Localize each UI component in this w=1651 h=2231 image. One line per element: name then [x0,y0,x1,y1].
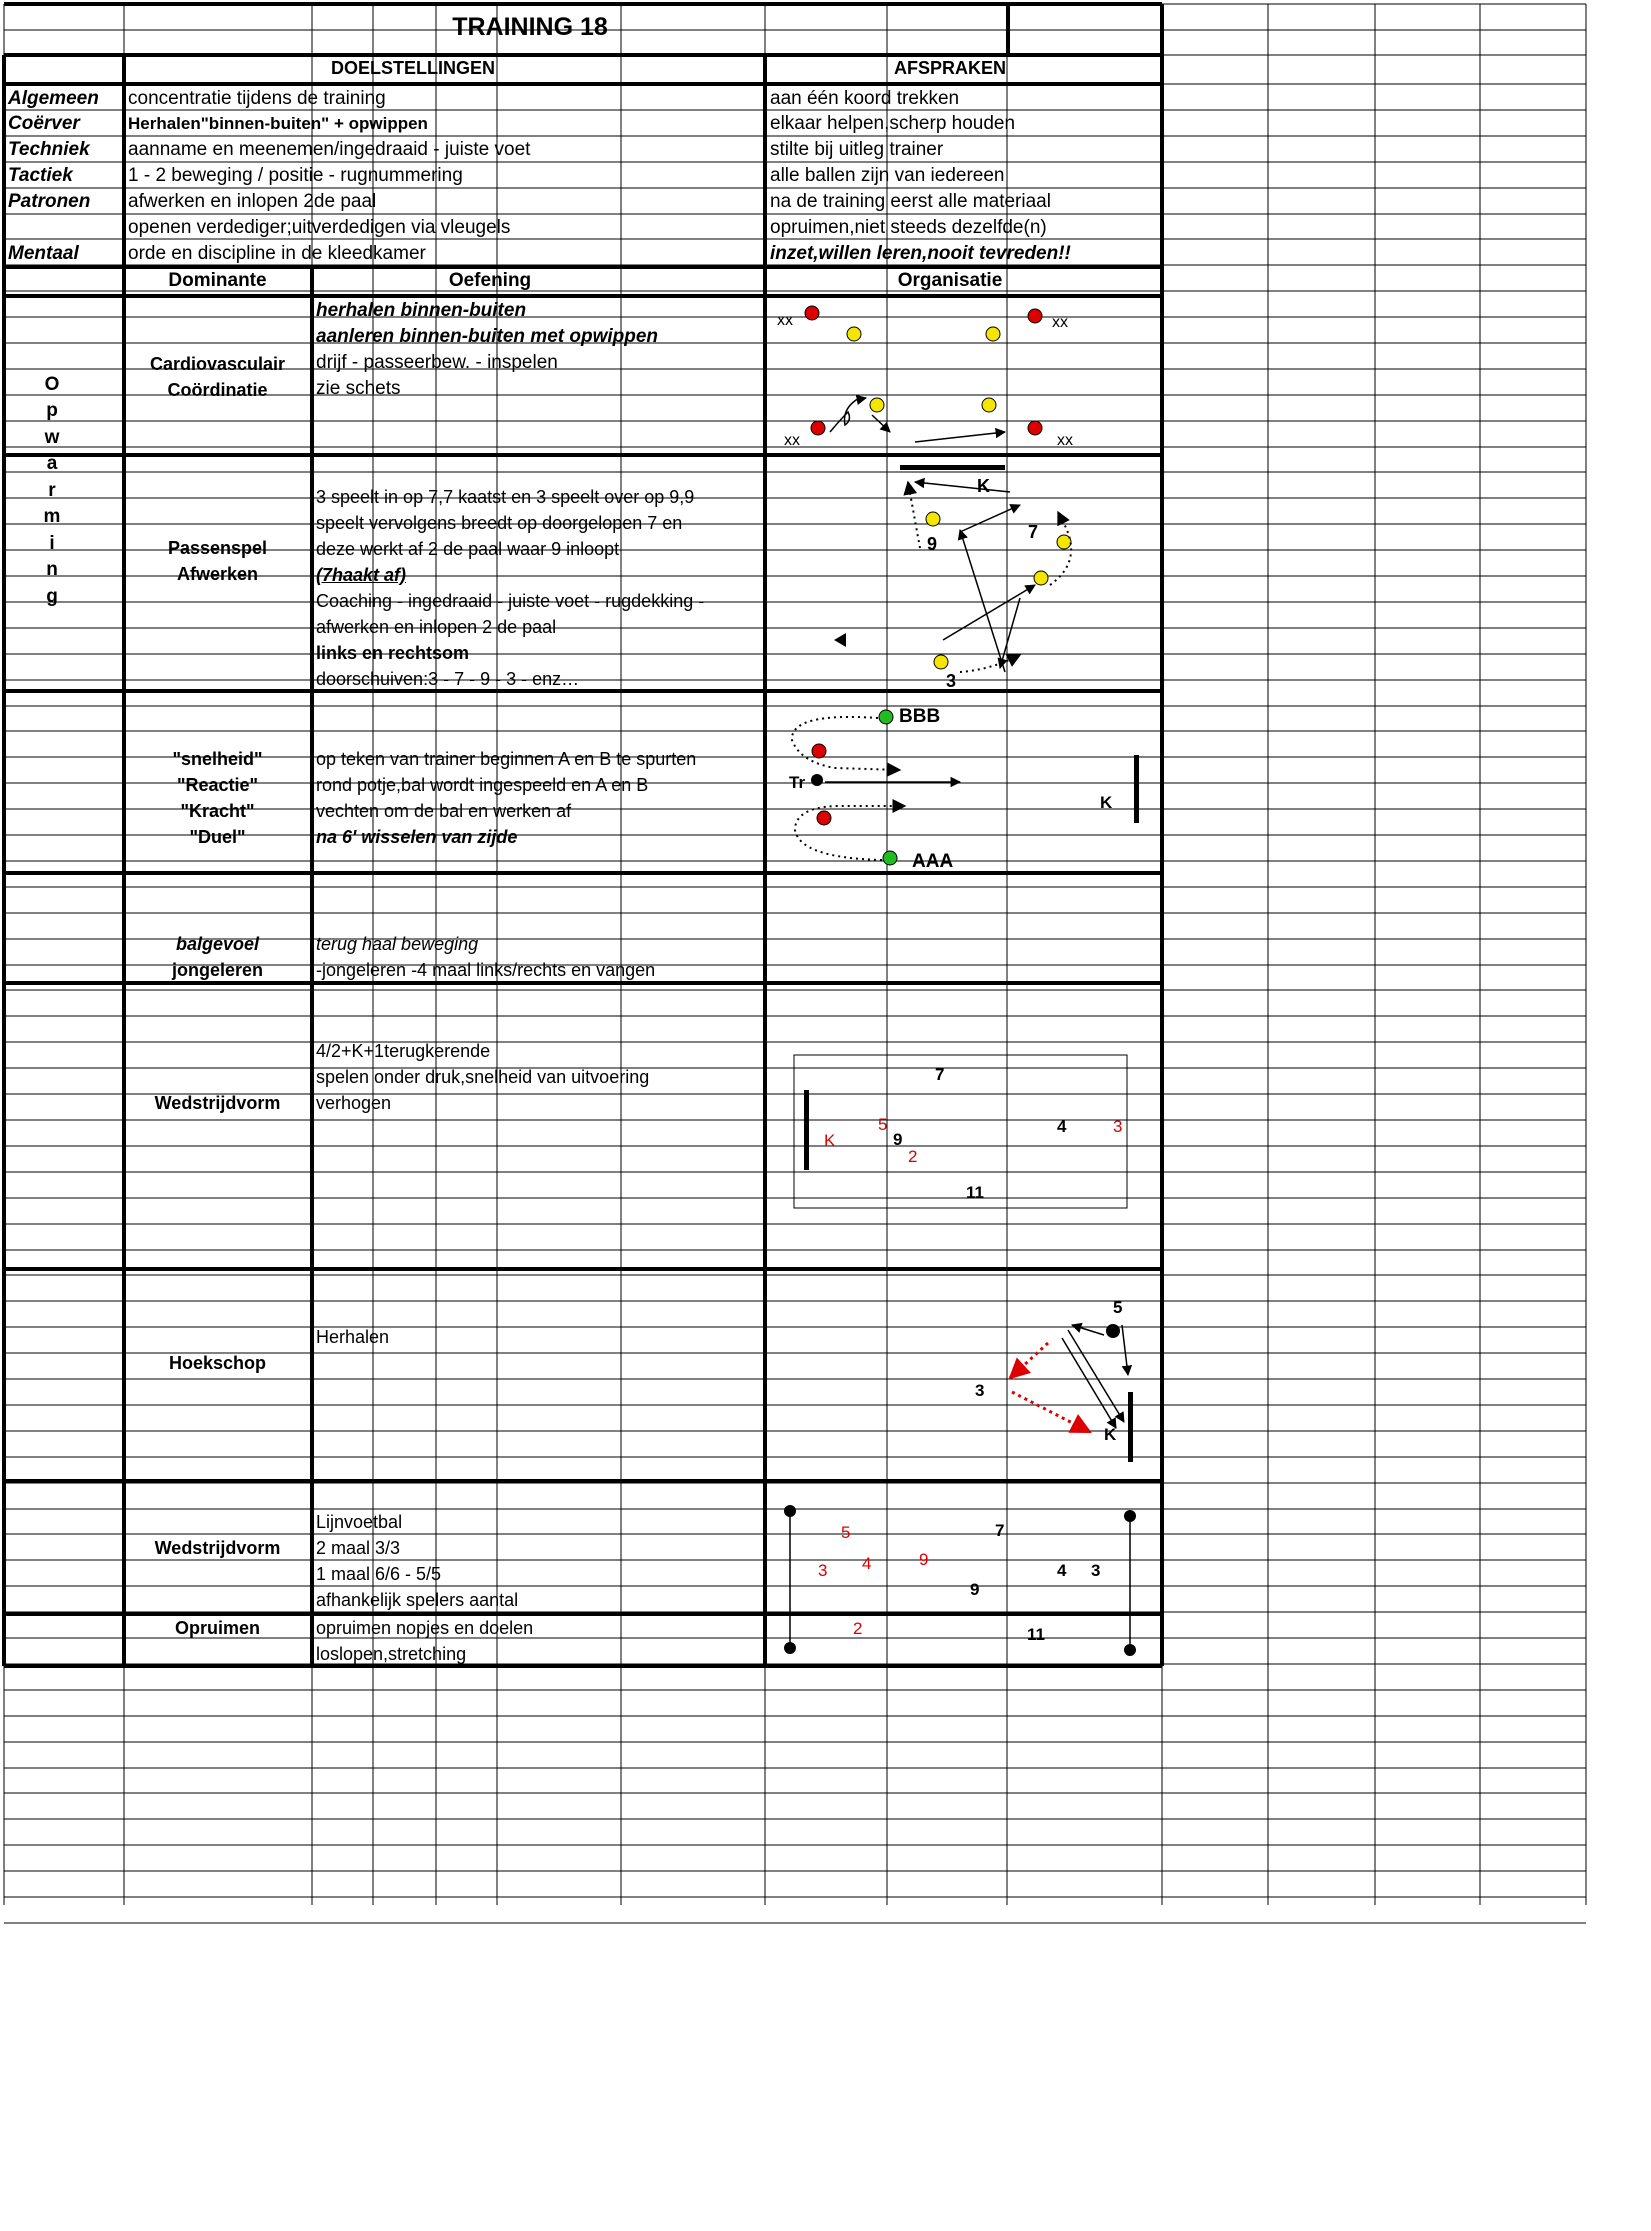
player-mark: 3 [1091,1561,1101,1580]
pole [1124,1510,1136,1522]
objective-agreement: stilte bij uitleg trainer [770,139,944,160]
exercise-line: -jongeleren -4 maal links/rechts en vangen [316,960,656,980]
pass-arrow [1072,1325,1104,1335]
pass-arrow [960,505,1020,532]
pass-arrow [1122,1325,1128,1375]
exercise-line: opruimen nopjes en doelen [316,1618,534,1638]
warmup-letter: w [44,427,60,448]
diagram-line-football [784,1505,1136,1656]
cross-arrow [1010,1343,1048,1378]
objective-label: Mentaal [8,243,79,264]
header-dominante: Dominante [168,270,267,291]
header-oefening: Oefening [448,270,532,291]
keeper-mark: K [1100,793,1113,812]
dominante-item: "snelheid" [172,749,263,769]
exercise-line: loslopen,stretching [316,1644,467,1664]
exercise-line: Coaching - ingedraaid - juiste voet - rugdekking - [316,591,705,611]
exercise-line: 1 maal 6/6 - 5/5 [316,1564,442,1584]
exercise-line: spelen onder druk,snelheid van uitvoering [316,1067,650,1087]
objective-agreement: na de training eerst alle materiaal [770,191,1051,212]
exercise-line: drijf - passeerbew. - inspelen [316,352,558,373]
cone-red [805,306,819,320]
player-mark: 5 [1113,1298,1123,1317]
dominante-item: "Reactie" [176,775,259,795]
player-mark: 7 [1028,522,1039,542]
warmup-letter: p [46,400,58,421]
player-mark: xx [1052,314,1068,331]
exercise-line: aanleren binnen-buiten met opwippen [316,326,659,347]
pass-arrow [915,482,1010,492]
header-organisatie: Organisatie [897,270,1003,291]
warmup-letter: r [48,480,56,501]
objective-goal: 1 - 2 beweging / positie - rugnummering [128,165,463,186]
header-doelstellingen: DOELSTELLINGEN [330,58,495,78]
dominante-item: Passenspel [167,538,268,558]
player-mark: 3 [818,1561,828,1580]
warmup-letter: g [46,586,58,607]
player-mark: xx [777,312,793,329]
cone-yellow [982,398,996,412]
warmup-letter: m [43,506,61,527]
dribble-path [830,398,866,432]
player-mark: K [977,476,990,496]
goal [1134,755,1139,823]
objective-goal: Herhalen"binnen-buiten" + opwippen [128,114,428,133]
objective-label: Patronen [8,191,91,212]
cone-yellow [870,398,884,412]
exercise-line: vechten om de bal en werken af [316,801,572,821]
objective-label: Tactiek [8,165,73,186]
exercise-line: 2 maal 3/3 [316,1538,401,1558]
objective-label: Algemeen [8,88,99,109]
player-mark: 9 [927,534,938,554]
warmup-letter: a [46,453,58,474]
exercise-line: terug haal beweging [316,934,479,954]
player-mark: 3 [946,671,957,691]
exercise-line: herhalen binnen-buiten [316,300,527,321]
cone-yellow [986,327,1000,341]
trainer-dot [811,774,823,786]
pole [784,1642,796,1654]
cone-yellow [926,512,940,526]
goal [1128,1392,1133,1462]
exercise-line: deze werkt af 2 de paal waar 9 inloopt [316,539,620,559]
pass-arrow [943,585,1035,640]
page-title: TRAINING 18 [452,13,608,41]
dominante-item: Hoekschop [168,1353,267,1373]
cone-green [879,710,893,724]
exercise-line: Herhalen [316,1327,390,1347]
exercise-line: rond potje,bal wordt ingespeeld en A en B [316,775,649,795]
dominante-item: Wedstrijdvorm [154,1093,281,1113]
dominante-item: Afwerken [176,564,259,584]
pass-arrow [1068,1330,1124,1422]
player-mark: 11 [1027,1625,1045,1644]
objective-goal: aanname en meenemen/ingedraaid - juiste voet [128,139,531,160]
cone-red [817,811,831,825]
pass-arrow [960,530,1005,672]
objective-agreement: elkaar helpen,scherp houden [770,113,1016,134]
warmup-letter: O [44,374,60,395]
pole [784,1505,796,1517]
player-mark: 11 [966,1183,984,1202]
diagram-passing [834,465,1071,691]
player-mark: 7 [995,1521,1005,1540]
exercise-line: afhankelijk spelers aantal [316,1590,519,1610]
objective-goal: orde en discipline in de kleedkamer [128,243,426,264]
exercise-line: speelt vervolgens breedt op doorgelopen 7 en [316,513,683,533]
header-afspraken: AFSPRAKEN [893,58,1006,78]
diagram-warmup [777,306,1073,449]
exercise-line: links en rechtsom [316,643,470,663]
run-path [960,655,1020,672]
dominante-item: Coördinatie [167,380,268,400]
player-mark: 7 [935,1065,945,1084]
exercise-line: (7haakt af) [316,565,407,585]
arrowhead-small [834,633,846,647]
player-mark: 4 [862,1554,872,1573]
objective-agreement: opruimen,niet steeds dezelfde(n) [770,217,1047,238]
dominante-item: "Duel" [189,827,246,847]
exercise-line: zie schets [316,378,401,399]
pass-arrow [915,432,1005,442]
player-mark: 9 [919,1550,929,1569]
cone-red [1028,421,1042,435]
player-mark: xx [1057,432,1073,449]
player-mark: K [824,1131,836,1150]
exercise-line: op teken van trainer beginnen A en B te spurten [316,749,697,769]
player-mark: 9 [970,1580,980,1599]
diagram-match-form [794,1055,1127,1208]
field [794,1055,1127,1208]
exercise-line: 4/2+K+1terugkerende [316,1041,491,1061]
dominante-item: Wedstrijdvorm [154,1538,281,1558]
player-mark: 4 [1057,1117,1067,1136]
exercise-line: Lijnvoetbal [316,1512,403,1532]
cone-yellow [934,655,948,669]
pass-arrow [1062,1338,1116,1428]
cone-red [812,744,826,758]
objective-label: Coërver [8,113,80,134]
objective-agreement: alle ballen zijn van iedereen [770,165,1005,186]
group-mark: AAA [912,851,954,872]
dominante-item: balgevoel [175,934,260,954]
exercise-line: na 6' wisselen van zijde [316,827,518,847]
warmup-letter: n [46,559,58,580]
ball [1106,1324,1120,1338]
diagram-sprint-duel [789,706,1139,872]
exercise-line: doorschuiven:3 - 7 - 9 - 3 - enz… [316,669,580,689]
player-mark: 2 [853,1619,863,1638]
exercise-line: afwerken en inlopen 2 de paal [316,617,557,637]
player-mark: 4 [1057,1561,1067,1580]
cone-yellow [1034,571,1048,585]
dominante-item: jongeleren [171,960,264,980]
keeper-mark: K [1104,1425,1117,1444]
player-mark: 3 [1113,1117,1123,1136]
cross-arrow [1012,1392,1090,1432]
diagram-corner [975,1298,1133,1462]
run-path [792,717,900,770]
player-mark: 3 [975,1381,985,1400]
warmup-letter: i [49,533,55,554]
group-mark: BBB [899,706,941,727]
dominante-item: "Kracht" [180,801,255,821]
pass-arrow [1000,598,1020,668]
trainer-mark: Tr [789,773,806,792]
dominante-item: Cardiovasculair [149,354,286,374]
objective-goal: afwerken en inlopen 2de paal [128,191,377,212]
player-mark: 9 [893,1130,903,1149]
player-mark: 5 [878,1115,888,1134]
exercise-line: verhogen [316,1093,392,1113]
goal [900,465,1005,470]
pass-arrow [872,415,890,432]
pole [1124,1644,1136,1656]
objective-label: Techniek [8,139,90,160]
cone-green [883,851,897,865]
goal [804,1090,809,1170]
exercise-line: 3 speelt in op 7,7 kaatst en 3 speelt over op 9,9 [316,487,695,507]
objective-goal: concentratie tijdens de training [128,88,386,109]
cone-red [811,421,825,435]
objective-agreement: inzet,willen leren,nooit tevreden!! [770,243,1071,264]
cone-red [1028,309,1042,323]
run-path [908,482,920,548]
player-mark: 2 [908,1147,918,1166]
objective-agreement: aan één koord trekken [770,88,960,109]
dominante-item: Opruimen [174,1618,260,1638]
player-mark: 5 [841,1523,851,1542]
objective-goal: openen verdediger;uitverdedigen via vleugels [128,217,511,238]
player-mark: xx [784,432,800,449]
cone-yellow [847,327,861,341]
